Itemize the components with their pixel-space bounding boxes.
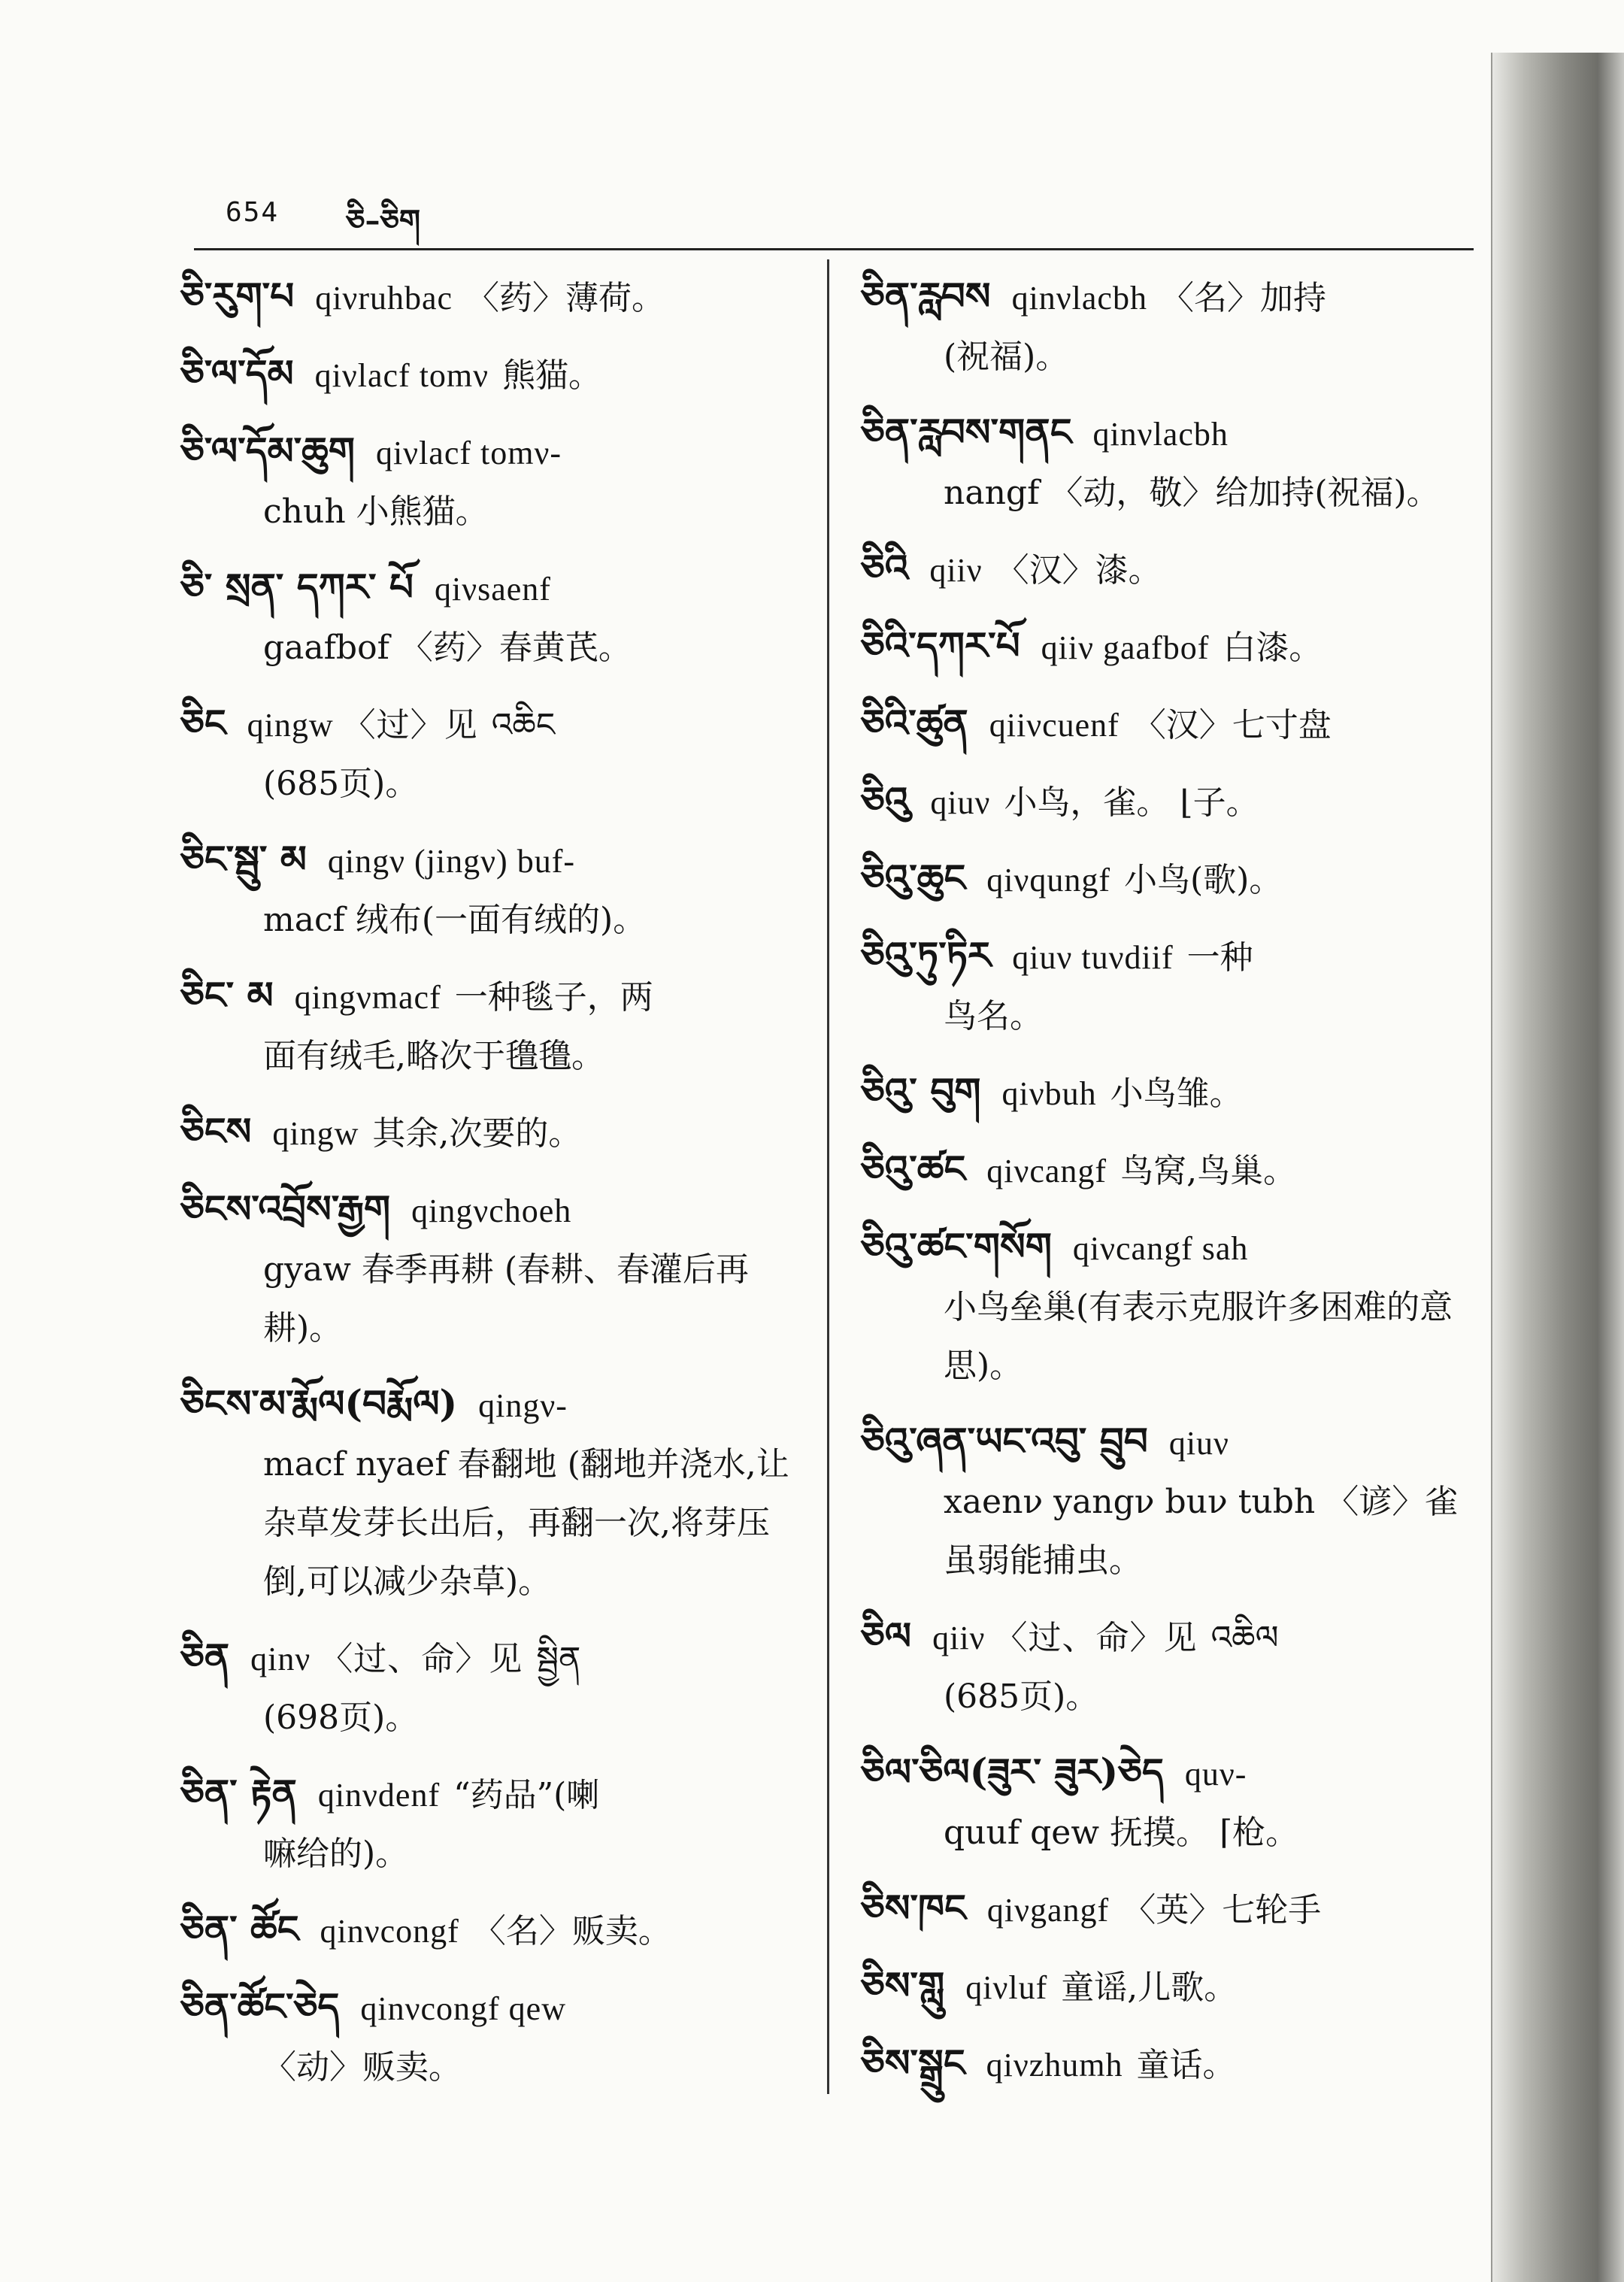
entry-first-line: [861, 1062, 1477, 1123]
entry-pronunciation: qingν-: [478, 1387, 568, 1424]
entry-headword: ཅིའུ་ཚང་གསོག: [861, 1224, 1052, 1268]
dictionary-entry: [861, 1412, 1477, 1590]
entry-definition: 鸟窝,鸟巢。: [1120, 1152, 1297, 1190]
entry-pronunciation: qiuν: [930, 784, 991, 821]
entry-headword: ཅིན་ཚོང་ཅེད: [180, 1984, 340, 2029]
entry-headword: ཅིའུ་ཚང: [861, 1147, 966, 1191]
entry-pronunciation: qiνzhumh: [986, 2047, 1123, 2083]
entry-headword: ཅིའུ་ཞན་ཡང་འབུ་ བྲུབ: [861, 1419, 1148, 1463]
entry-continuation: (698页)。: [263, 1699, 419, 1737]
page-number: 654: [226, 197, 280, 228]
entry-headword: ཅིངས་འབྲོས་རྒྱག: [180, 1186, 391, 1231]
entry-pronunciation: qinνlacbh: [1092, 416, 1229, 453]
entry-continuation: (685页)。: [263, 765, 419, 803]
entry-pronunciation: qiνlacf tomν: [314, 357, 489, 394]
entry-definition: འཆིང: [491, 706, 556, 744]
dictionary-entry: [180, 1628, 804, 1747]
entry-continuation: xaenν yangν buν tubh 〈谚〉雀虽弱能捕虫。: [944, 1483, 1459, 1580]
dictionary-entry: [180, 267, 804, 328]
entry-headword: ཅིལ: [861, 1614, 912, 1658]
entry-headword: ཅིང: [180, 701, 226, 745]
entry-headword: ཅིན་རླབས་གནང: [861, 410, 1072, 454]
entry-first-line: [180, 558, 804, 619]
entry-headword: ཅིའི་དཀར་པོ: [861, 623, 1020, 668]
entry-definition: 其余,次要的。: [372, 1114, 582, 1153]
dictionary-entry: [180, 1102, 804, 1163]
page-edge-shadow: [1492, 53, 1624, 2282]
entry-pronunciation: qingνmacf: [294, 979, 441, 1016]
entry-pronunciation: qinνcongf qew: [360, 1990, 566, 2027]
entry-first-line: [861, 694, 1477, 755]
dictionary-entry: [861, 617, 1477, 677]
entry-headword: ཅིའུ: [861, 778, 910, 823]
entry-first-line: [180, 694, 804, 755]
dictionary-entry: [180, 1977, 804, 2097]
dictionary-entry: [180, 1374, 804, 1611]
entry-headword: ཅི་ལ་དོམ་ཆུག: [180, 429, 355, 473]
entry-headword: ཅིའི་ཚུན: [861, 701, 968, 745]
entry-headword: ཅིན་རླབས: [861, 274, 991, 318]
dictionary-entry: [861, 1140, 1477, 1201]
entry-pronunciation: qiνcangf: [986, 1153, 1107, 1189]
entry-first-line: [180, 1180, 804, 1241]
entry-definition: 一种: [1186, 938, 1253, 977]
entry-headword: ཅིངས: [180, 1109, 252, 1153]
entry-headword: ཅིའུ་ བུག: [861, 1069, 981, 1114]
column-divider: [827, 259, 829, 2094]
entry-first-line: [180, 267, 804, 328]
dictionary-entry: [180, 1180, 804, 1358]
entry-pronunciation: qinνdenf: [317, 1777, 441, 1814]
left-column: [180, 267, 804, 2114]
entry-definition: 〈药〉薄荷。: [466, 279, 665, 317]
entry-continuation: macf nyaef 春翻地 (翻地并浇水,让杂草发芽长出后，再翻一次,将芽压倒,可以减少杂草)。: [263, 1445, 789, 1601]
entry-definition: 〈名〉贩卖。: [472, 1912, 671, 1950]
dictionary-entry: [180, 558, 804, 677]
entry-first-line: [861, 1956, 1477, 2017]
entry-pronunciation: qingw 〈过〉见: [247, 707, 478, 744]
entry-pronunciation: quν-: [1184, 1756, 1247, 1793]
entry-first-line: [861, 1879, 1477, 1940]
entry-first-line: [180, 966, 804, 1027]
entry-continuation: macf 绒布(一面有绒的)。: [263, 901, 647, 939]
dictionary-entry: [180, 422, 804, 541]
dictionary-entry: [861, 1062, 1477, 1123]
entry-headword: ཅིས་སྒྲུང: [861, 2041, 965, 2085]
entry-definition: 〈汉〉七寸盘: [1132, 706, 1332, 744]
entry-first-line: [180, 1900, 804, 1961]
entry-pronunciation: qiiν: [929, 552, 983, 589]
entry-first-line: [861, 1412, 1477, 1473]
entry-definition: 小鸟，雀。 ⌊子。: [1004, 783, 1259, 822]
entry-first-line: [861, 617, 1477, 677]
entry-first-line: [861, 1217, 1477, 1278]
entry-headword: ཅི་ སྲན་ དཀར་ པོ: [180, 565, 414, 609]
entry-first-line: [861, 539, 1477, 600]
entry-headword: ཅིལ་ཅིལ(ཟུར་ ཟུར)ཅེད: [861, 1750, 1164, 1794]
entry-definition: སྦྱིན: [536, 1640, 581, 1678]
entry-pronunciation: qinνlacbh: [1011, 280, 1147, 317]
entry-definition: 白漆。: [1223, 629, 1323, 667]
entry-first-line: [180, 1102, 804, 1163]
entry-continuation: (祝福)。: [944, 338, 1069, 376]
entry-continuation: gaafbof 〈药〉春黄芪。: [263, 629, 632, 667]
dictionary-entry: [861, 1956, 1477, 2017]
entry-pronunciation: qinν 〈过、命〉见: [250, 1641, 523, 1677]
entry-pronunciation: qiνbuh: [1001, 1075, 1097, 1112]
entry-headword: ཅིངས་མ་རྨོལ(བརྨོལ): [180, 1381, 458, 1426]
running-head: ཅི–ཅིག: [346, 203, 421, 238]
entry-pronunciation: qingw: [272, 1115, 359, 1152]
entry-definition: “药品”(喇: [453, 1776, 600, 1814]
entry-continuation: gyaw 春季再耕 (春耕、春灌后再耕)。: [263, 1250, 750, 1347]
entry-headword: ཅིང་སྦུ་ མ: [180, 837, 307, 881]
entry-headword: ཅིང་ མ: [180, 973, 274, 1017]
entry-first-line: [861, 1140, 1477, 1201]
entry-continuation: 鸟名。: [944, 997, 1043, 1035]
entry-headword: ཅིན: [180, 1635, 230, 1679]
dictionary-entry: [180, 1764, 804, 1883]
entry-first-line: [861, 771, 1477, 832]
entry-headword: ཅིའུ་ཏུ་ཏིར: [861, 933, 992, 977]
entry-continuation: (685页)。: [944, 1677, 1099, 1716]
entry-pronunciation: qiνruhbac: [315, 280, 453, 317]
entry-pronunciation: qingνchoeh: [411, 1193, 572, 1229]
dictionary-entry: [180, 1900, 804, 1961]
entry-pronunciation: qiiν 〈过、命〉见: [932, 1620, 1198, 1656]
entry-definition: 小鸟雏。: [1110, 1074, 1243, 1113]
dictionary-entry: [861, 1607, 1477, 1726]
entry-pronunciation: qiνsaenf: [434, 571, 551, 608]
entry-first-line: [861, 267, 1477, 328]
entry-pronunciation: qiuν tuνdiif: [1012, 939, 1174, 976]
entry-first-line: [180, 1977, 804, 2038]
entry-pronunciation: qiνcangf sah: [1072, 1230, 1249, 1267]
entry-pronunciation: qiiνcuenf: [989, 707, 1120, 744]
dictionary-entry: [861, 267, 1477, 386]
entry-definition: 一种毯子，两: [454, 978, 653, 1017]
dictionary-entry: [861, 539, 1477, 600]
dictionary-entry: [861, 2034, 1477, 2095]
entry-headword: ཅིས་ཁང: [861, 1886, 966, 1930]
dictionary-entry: [180, 830, 804, 950]
entry-pronunciation: qingν (jingν) buf-: [327, 843, 575, 880]
entry-definition: 〈名〉加持: [1160, 279, 1326, 317]
entry-pronunciation: qinνcongf: [320, 1913, 459, 1950]
dictionary-entry: [861, 403, 1477, 523]
entry-definition: 童话。: [1136, 2046, 1236, 2084]
entry-definition: 熊猫。: [502, 356, 602, 395]
entry-pronunciation: qiuν: [1168, 1425, 1229, 1462]
entry-first-line: [861, 403, 1477, 464]
entry-definition: 童谣,儿歌。: [1061, 1968, 1238, 2007]
entry-first-line: [180, 344, 804, 405]
dictionary-entry: [861, 1879, 1477, 1940]
entry-first-line: [180, 1764, 804, 1825]
entry-headword: ཅིན་ རྟེན: [180, 1771, 297, 1815]
entry-first-line: [861, 1607, 1477, 1668]
dictionary-entry: [861, 926, 1477, 1046]
entry-continuation: chuh 小熊猫。: [263, 492, 489, 531]
header-rule: [194, 248, 1474, 250]
dictionary-entry: [861, 849, 1477, 910]
dictionary-entry: [180, 344, 804, 405]
entry-first-line: [180, 830, 804, 891]
entry-pronunciation: qiνluf: [965, 1969, 1048, 2006]
entry-definition: འཆིལ: [1210, 1619, 1279, 1657]
entry-first-line: [180, 1628, 804, 1689]
entry-continuation: 小鸟垒巢(有表示克服许多困难的意思)。: [944, 1288, 1453, 1385]
entry-pronunciation: qiνlacf tomν-: [375, 435, 562, 471]
entry-headword: ཅིན་ ཚོང: [180, 1907, 299, 1951]
dictionary-entry: [861, 1217, 1477, 1396]
dictionary-entry: [861, 1743, 1477, 1862]
dictionary-entry: [180, 694, 804, 814]
entry-first-line: [180, 422, 804, 483]
entry-first-line: [861, 1743, 1477, 1804]
entry-pronunciation: qiiν gaafbof: [1041, 629, 1210, 666]
entry-first-line: [180, 1374, 804, 1435]
entry-headword: ཅིའུ་ཆུང: [861, 856, 966, 900]
entry-continuation: quuf qew 抚摸。 ⌈枪。: [944, 1814, 1299, 1852]
entry-definition: 〈英〉七轮手: [1123, 1891, 1322, 1929]
entry-headword: ཅིས་གླུ: [861, 1963, 945, 2008]
dictionary-entry: [861, 694, 1477, 755]
entry-continuation: nangf 〈动，敬〉给加持(祝福)。: [944, 474, 1440, 512]
entry-headword: ཅི་རུག་པ: [180, 274, 295, 318]
entry-continuation: 嘛给的)。: [263, 1835, 409, 1873]
entry-first-line: [861, 926, 1477, 987]
dictionary-entry: [861, 771, 1477, 832]
entry-continuation: 面有绒毛,略次于氇氇。: [263, 1037, 604, 1075]
entry-definition: 小鸟(歌)。: [1124, 861, 1283, 899]
entry-pronunciation: qiνgangf: [986, 1892, 1110, 1929]
dictionary-entry: [180, 966, 804, 1086]
entry-headword: ཅི་ལ་དོམ: [180, 351, 294, 395]
right-column: [861, 267, 1477, 2111]
entry-pronunciation: qiνqungf: [986, 862, 1111, 899]
entry-continuation: 〈动〉贩卖。: [263, 2048, 462, 2087]
entry-first-line: [861, 2034, 1477, 2095]
entry-headword: ཅིའི: [861, 546, 909, 590]
entry-first-line: [861, 849, 1477, 910]
entry-definition: 〈汉〉漆。: [995, 551, 1162, 589]
